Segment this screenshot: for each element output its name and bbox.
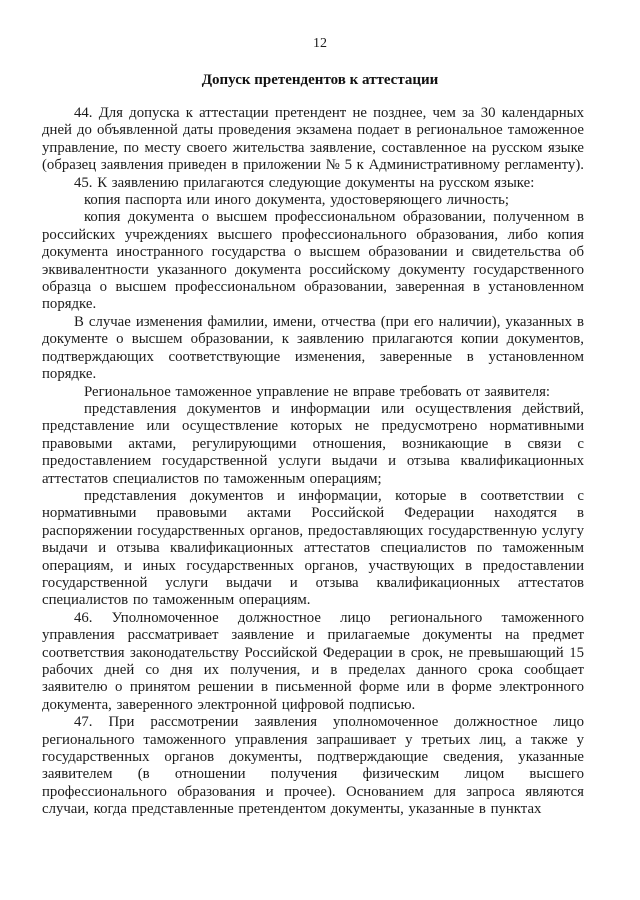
paragraph-45-passport-copy: копия паспорта или иного документа, удостоверяющего личность;	[84, 192, 510, 209]
paragraph-rtu-restriction-1: представления документов и информации или осуществления действий, представление или осуществление которых не предусмотрено нормативными правовыми актами, регулирующими отношения, возникающие в связи с предоставлением государственной услуги выдачи и отзыва квалификационных аттестатов специалистов по таможенным операциям;	[42, 400, 584, 487]
paragraph-45-diploma-copy: копия документа о высшем профессиональном образовании, полученном в российских учреждениях высшего профессионального образования, либо копия документа иностранного государства о высшем образовании и свидетельства об эквивалентности указанного документа российскому документу государственного образца о высшем профессиональном образовании, заверенная в установленном порядке.	[42, 209, 584, 313]
paragraph-45: 45. К заявлению прилагаются следующие документы на русском языке:	[74, 174, 535, 191]
document-body	[0, 105, 640, 819]
page-number: 12	[313, 36, 327, 51]
paragraph-44: 44. Для допуска к аттестации претендент не позднее, чем за 30 календарных дней до объявленной даты проведения экзамена подает в региональное таможенное управление, по месту своего жительства заявление, составленное на русском языке (образец заявления приведен в приложении № 5 к Административному регламенту).	[42, 105, 584, 174]
paragraph-rtu-restriction-2: представления документов и информации, которые в соответствии с нормативными правовыми актами Российской Федерации находятся в распоряжении государственных органов, предоставляющих государственную услугу выдачи и отзыва квалификационных аттестатов специалистов по таможенным операциям, и иных государственных органов, участвующих в предоставлении государственной услуги выдачи и отзыва квалификационных аттестатов специалистов по таможенным операциям.	[42, 487, 584, 609]
paragraph-rtu-not-entitled: Региональное таможенное управление не вправе требовать от заявителя:	[84, 383, 550, 400]
section-title: Допуск претендентов к аттестации	[201, 72, 439, 88]
paragraph-47: 47. При рассмотрении заявления уполномоченное должностное лицо регионального таможенного управления запрашивает у третьих лиц, а также у государственных органов документы, подтверждающие сведения, указанные заявителем (в отношении получения физическим лицом высшего профессионального образования и прочее). Основанием для запроса являются случаи, когда представленные претендентом документы, указанные в пунктах	[42, 714, 584, 818]
paragraph-name-change: В случае изменения фамилии, имени, отчества (при его наличии), указанных в документе о высшем образовании, к заявлению прилагаются копии документов, подтверждающих соответствующие изменения, заверенные в установленном порядке.	[42, 313, 584, 383]
paragraph-46: 46. Уполномоченное должностное лицо регионального таможенного управления рассматривает заявление и прилагаемые документы на предмет соответствия законодательству Российской Федерации в срок, не превышающий 15 рабочих дней со дня их получения, и в пределах данного срока сообщает заявителю о принятом решении в письменной форме или в форме электронного документа, заверенного электронной цифровой подписью.	[42, 609, 584, 713]
